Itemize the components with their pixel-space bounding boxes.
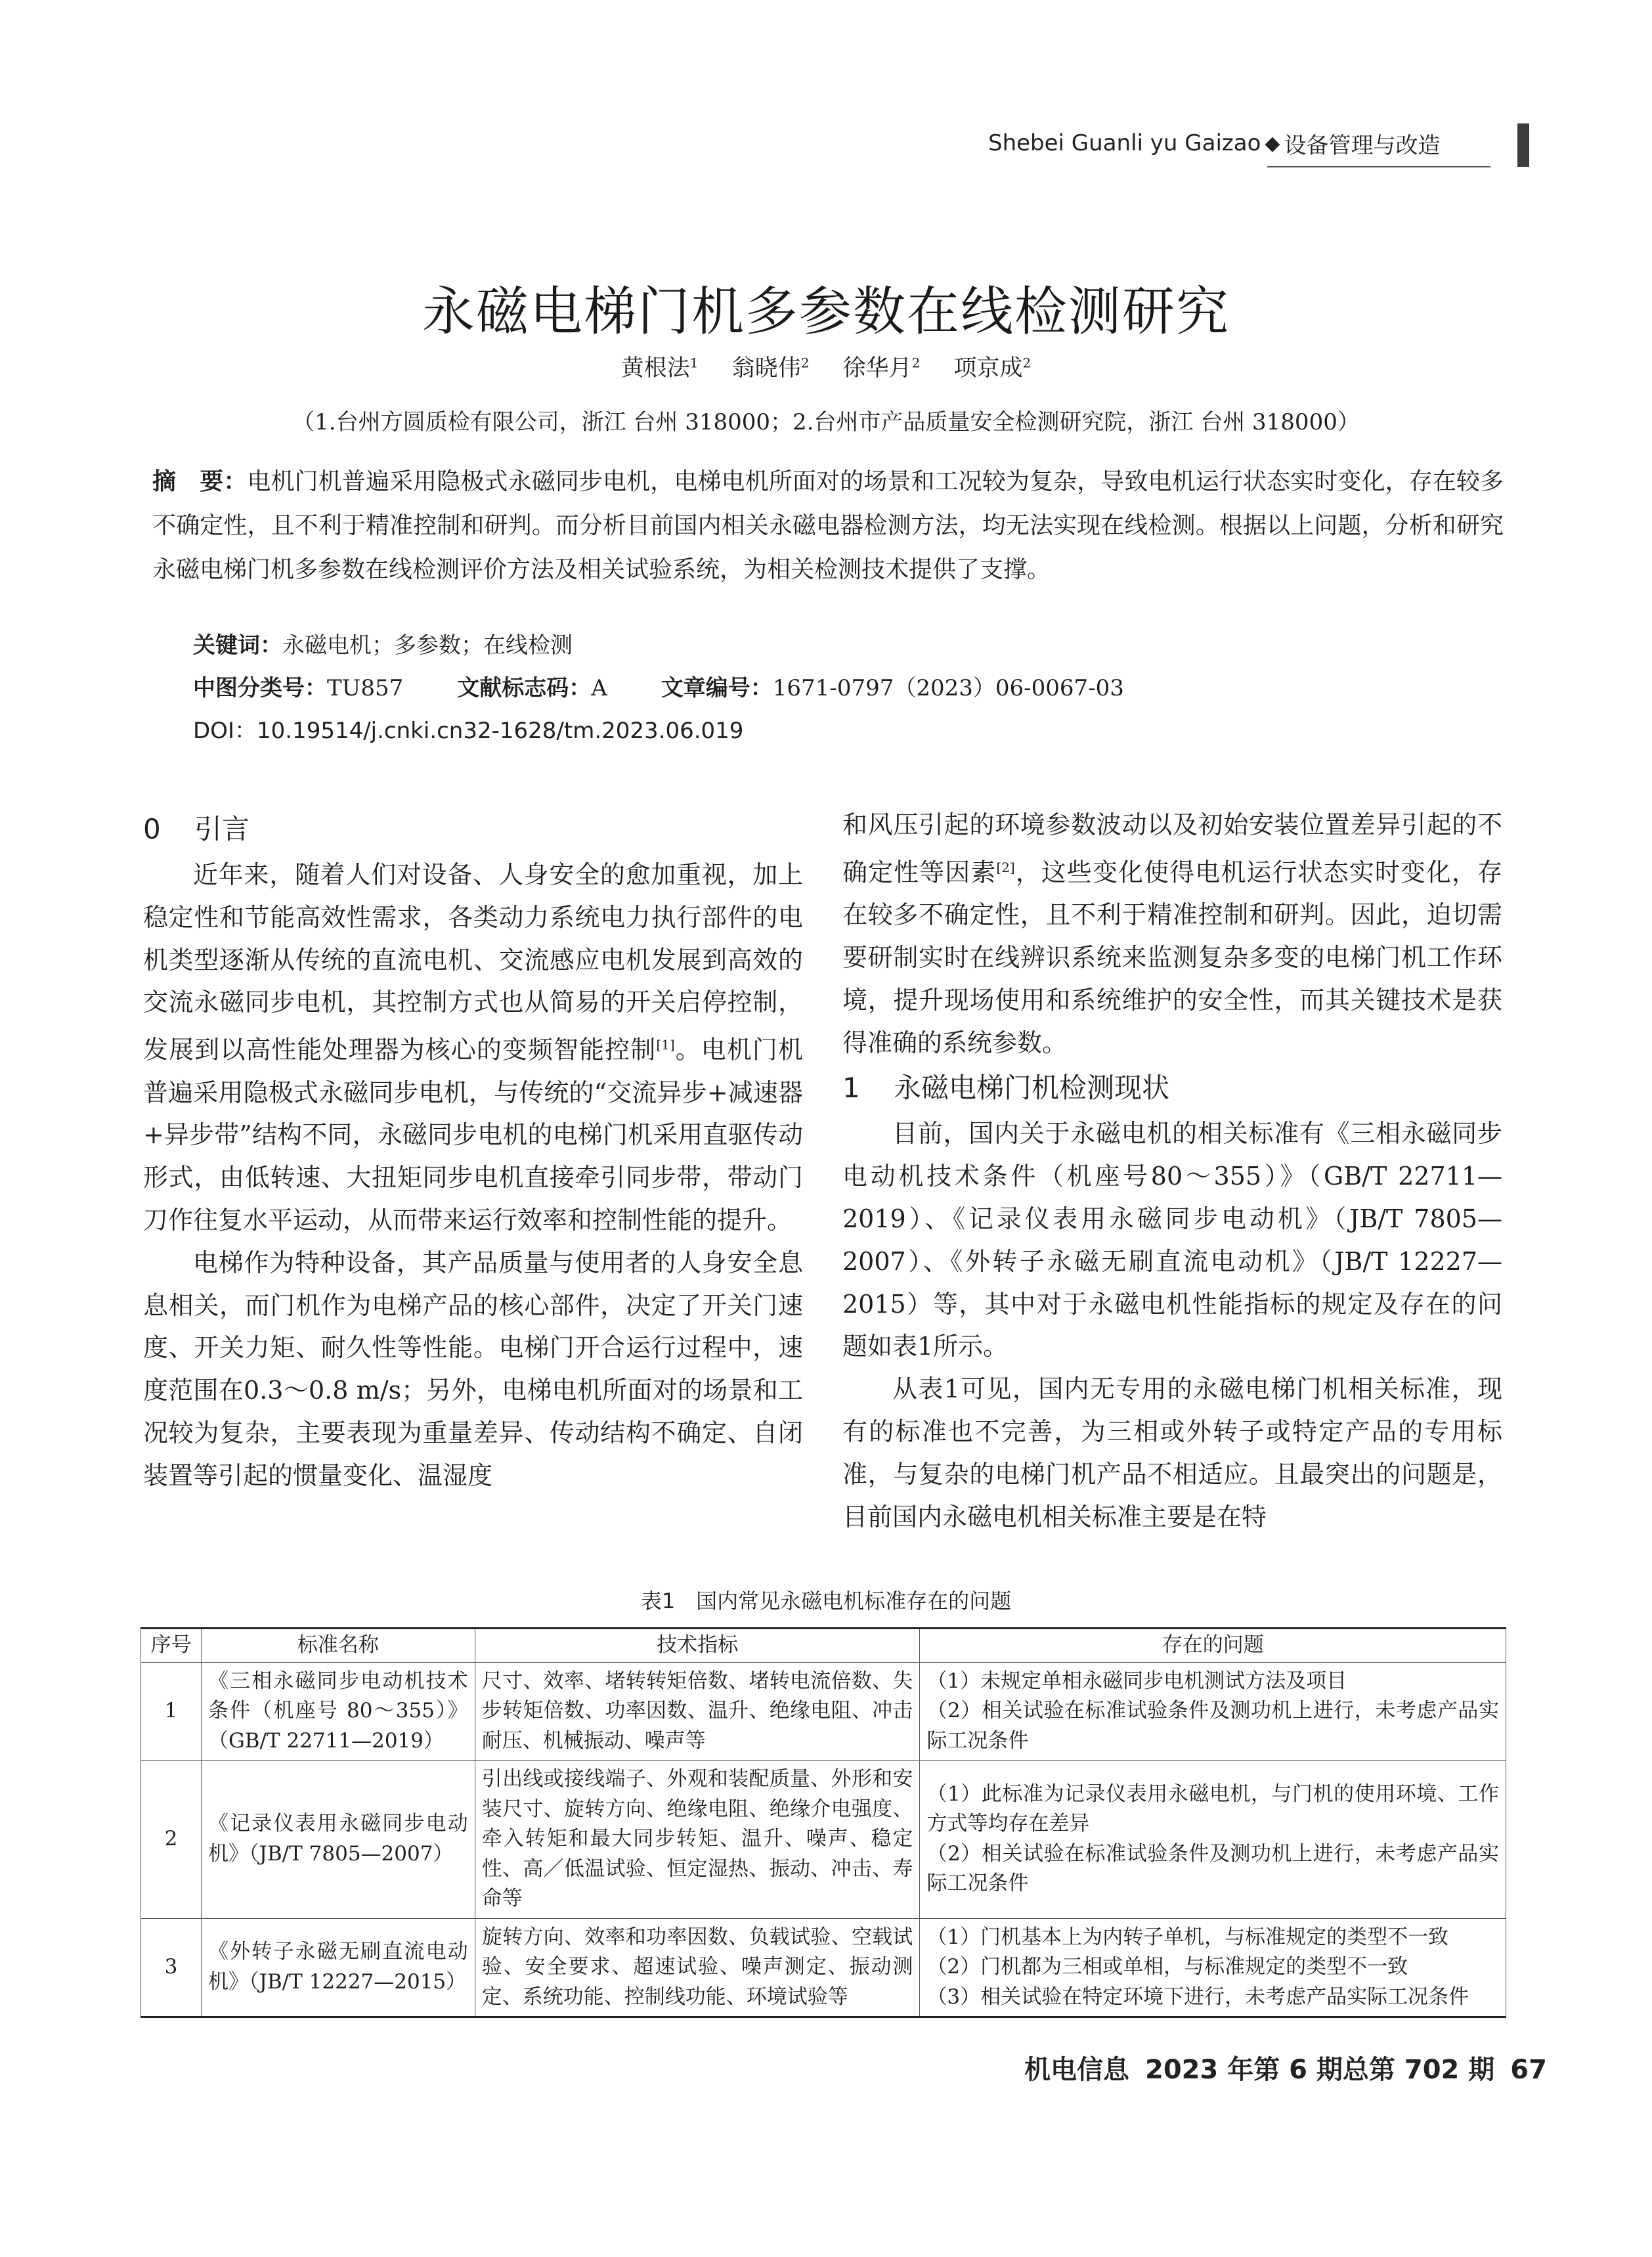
article-number: 1671-0797（2023）06-0067-03 (772, 675, 1124, 701)
author: 黄根法$^1$ (620, 355, 699, 382)
table-caption: 表1 国内常见永磁电机标准存在的问题 (640, 1589, 1012, 1613)
running-header (988, 123, 1440, 163)
section-heading: 0 引言 (143, 813, 250, 845)
citation[interactable]: [2] (996, 859, 1015, 875)
column-header: 存在的问题 (920, 1629, 1506, 1663)
header-bar (1517, 123, 1529, 167)
paragraph: 和风压引起的环境参数波动以及初始安装位置差异引起的不确定性等因素[2]，这些变化使得电机运行状态实时变化，存在较多不确定性，且不利于精准控制和研判。因此，迫切需要研制实时在线辨识系统来监测复杂多变的电梯门机工作环境，提升现场使用和系统维护的安全性，而其关键技术是获得准确的系统参数。 (842, 810, 1502, 1057)
doc-code: A (591, 675, 607, 701)
author: 项京成$^2$ (953, 355, 1032, 382)
page-footer (1024, 2049, 1563, 2086)
technical-indicators: 尺寸、效率、堵转转矩倍数、堵转电流倍数、失步转矩倍数、功率因数、温升、绝缘电阻、冲击耐压、机械振动、噪声等 (475, 1662, 920, 1761)
table-row (141, 1761, 1506, 1919)
journal-pinyin: Shebei Guanli yu Gaizao (988, 130, 1261, 156)
author-list (0, 350, 1652, 383)
problem-item: （1）门机基本上为内转子单机，与标准规定的类型不一致 (926, 1925, 1449, 1949)
diamond-icon: ◆ (1265, 131, 1280, 155)
technical-indicators: 引出线或接线端子、外观和装配质量、外形和安装尺寸、旋转方向、绝缘电阻、绝缘介电强度、牵入转矩和最大同步转矩、温升、噪声、稳定性、高／低温试验、恒定湿热、振动、冲击、寿命等 (475, 1761, 920, 1919)
column-header: 标准名称 (201, 1629, 475, 1663)
abstract (152, 460, 1504, 592)
keywords: 关键词：永磁电机；多参数；在线检测 (193, 632, 573, 659)
column-header: 技术指标 (475, 1629, 920, 1663)
classification-line: 中图分类号：TU857 文献标志码：A 文章编号：1671-0797（2023）06-0067-03 (193, 675, 1124, 701)
paragraph: 电梯作为特种设备，其产品质量与使用者的人身安全息息相关，而门机作为电梯产品的核心部件，决定了开关门速度、开关力矩、耐久性等性能。电梯门开合运行过程中，速度范围在0.3～0.8 m/s；另外，电梯电机所面对的场景和工况较为复杂，主要表现为重量差异、传动结构不确定、自闭装置等引起的惯量变化、温湿度 (143, 1248, 803, 1490)
row-number: 2 (141, 1761, 202, 1919)
standards-table (141, 1627, 1506, 2018)
technical-indicators: 旋转方向、效率和功率因数、负载试验、空载试验、安全要求、超速试验、噪声测定、振动测定、系统功能、控制线功能、环境试验等 (475, 1918, 920, 2017)
paragraph: 从表1可见，国内无专用的永磁电梯门机相关标准，现有的标准也不完善，为三相或外转子或特定产品的专用标准，与复杂的电梯门机产品不相适应。且最突出的问题是，目前国内永磁电机相关标准主要是在特 (842, 1374, 1502, 1531)
row-number: 3 (141, 1918, 202, 2017)
table-header-row (141, 1629, 1506, 1663)
problems-cell (920, 1761, 1506, 1919)
doi-line: DOI：10.19514/j.cnki.cn32-1628/tm.2023.06.019 (193, 718, 744, 744)
table-row (141, 1662, 1506, 1761)
problem-item: （2）相关试验在标准试验条件及测功机上进行，未考虑产品实际工况条件 (926, 1841, 1499, 1896)
paragraph: 目前，国内关于永磁电机的相关标准有《三相永磁同步电动机技术条件（机座号80～355）》（GB/T 22711—2019）、《记录仪表用永磁同步电动机》（JB/T 7805—2007）、《外转子永磁无刷直流电动机》（JB/T 12227—2015）等，其中对于永磁电机性能指标的规定及存在的问题如表1所示。 (842, 1119, 1502, 1361)
column-header: 序号 (141, 1629, 202, 1663)
problems-cell (920, 1662, 1506, 1761)
author: 翁晓伟$^2$ (731, 355, 810, 382)
abstract-text: 电机门机普遍采用隐极式永磁同步电机，电梯电机所面对的场景和工况较为复杂，导致电机运行状态实时变化，存在较多不确定性，且不利于精准控制和研判。而分析目前国内相关永磁电器检测方法，均无法实现在线检测。根据以上问题，分析和研究永磁电梯门机多参数在线检测评价方法及相关试验系统，为相关检测技术提供了支撑。 (152, 468, 1504, 583)
abstract-label: 摘 要： (152, 468, 248, 495)
citation[interactable]: [1] (656, 1037, 675, 1053)
affiliation: （1.台州方圆质检有限公司，浙江 台州 318000；2.台州市产品质量安全检测研究院，浙江 台州 318000） (292, 409, 1360, 435)
problem-item: （2）门机都为三相或单相，与标准规定的类型不一致 (926, 1955, 1408, 1979)
standard-name: 《记录仪表用永磁同步电动机》（JB/T 7805—2007） (201, 1761, 475, 1919)
page-number: 67 (1510, 2055, 1547, 2085)
table-row (141, 1918, 1506, 2017)
header-underline (1267, 166, 1490, 167)
article-title: 永磁电梯门机多参数在线检测研究 (422, 281, 1230, 342)
problem-item: （1）此标准为记录仪表用永磁电机，与门机的使用环境、工作方式等均存在差异 (926, 1782, 1499, 1836)
paragraph: 近年来，随着人们对设备、人身安全的愈加重视，加上稳定性和节能高效性需求，各类动力系统电力执行部件的电机类型逐渐从传统的直流电机、交流感应电机发展到高效的交流永磁同步电机，其控制方式也从简易的开关启停控制，发展到以高性能处理器为核心的变频智能控制[1]。电机门机普遍采用隐极式永磁同步电机，与传统的“交流异步+减速器+异步带”结构不同，永磁同步电机的电梯门机采用直驱传动形式，由低转速、大扭矩同步电机直接牵引同步带，带动门刀作往复水平运动，从而带来运行效率和控制性能的提升。 (143, 860, 803, 1235)
standard-name: 《外转子永磁无刷直流电动机》（JB/T 12227—2015） (201, 1918, 475, 2017)
journal-name: 机电信息 (1024, 2055, 1129, 2085)
keywords-text: 永磁电机；多参数；在线检测 (282, 632, 573, 659)
problems-cell (920, 1918, 1506, 2017)
section-heading: 1 永磁电梯门机检测现状 (842, 1072, 1170, 1105)
clc-code: TU857 (327, 675, 404, 701)
right-column (842, 804, 1502, 1538)
issue-info: 2023 年第 6 期总第 702 期 (1145, 2055, 1495, 2085)
section-name: 设备管理与改造 (1284, 132, 1441, 159)
problem-item: （2）相关试验在标准试验条件及测功机上进行，未考虑产品实际工况条件 (926, 1699, 1499, 1753)
problem-item: （3）相关试验在特定环境下进行，未考虑产品实际工况条件 (926, 1984, 1469, 2009)
author: 徐华月$^2$ (842, 355, 921, 382)
standard-name: 《三相永磁同步电动机技术条件（机座号 80～355）》（GB/T 22711—2019） (201, 1662, 475, 1761)
doi-link[interactable]: 10.19514/j.cnki.cn32-1628/tm.2023.06.019 (256, 718, 744, 744)
row-number: 1 (141, 1662, 202, 1761)
left-column (143, 809, 803, 1497)
problem-item: （1）未规定单相永磁同步电机测试方法及项目 (926, 1669, 1347, 1693)
